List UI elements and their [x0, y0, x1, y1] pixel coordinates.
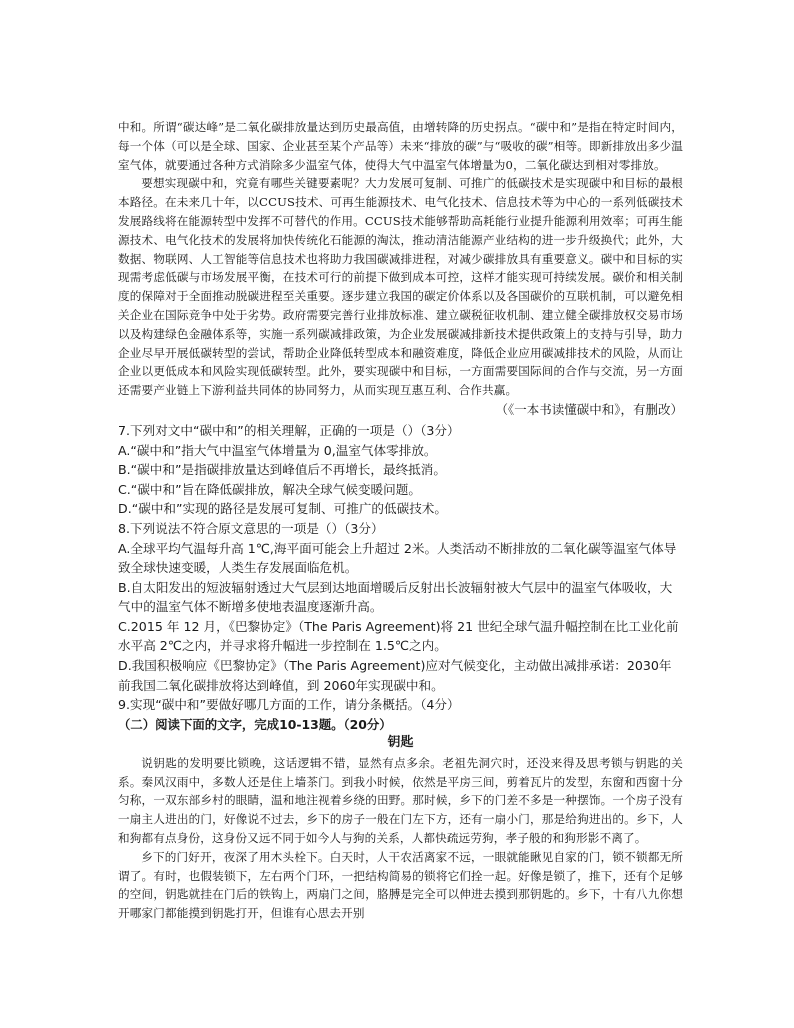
question-7-option-a: A.“碳中和”指大气中温室气体增量为 0,温室气体零排放。 — [118, 442, 437, 458]
question-7-option-d: D.“碳中和”实现的路径是发展可复制、可推广的低碳技术。 — [118, 501, 447, 517]
question-9: 9.实现“碳中和”要做好哪几方面的工作，请分条概括。（4分） — [118, 697, 460, 713]
question-8-option-d: D.我国积极响应《巴黎协定》（The Paris Agreement)应对气候变化，主动做出减排承诺：2030年前我国二氧化碳排放将达到峰值，到 2060年实现碳中和。 — [118, 658, 672, 693]
passage2-paragraph: 乡下的门好开，夜深了用木头栓下。白天时，人干农活离家不远，一眼就能瞅见自家的门，锁不锁都无所谓了。有时，也假装锁下，左右两个门环，一把结构简易的锁将它们拴一起。好像是锁了，推下，还有个足够的空间，钥匙就挂在门后的铁钩上，两扇门之间，胳膊是完全可以伸进去摸到那钥匙的。乡下，十有八九你想开哪家门都能摸到钥匙打开，但谁有心思去开别 — [118, 849, 683, 921]
question-8-option-b: B.自太阳发出的短波辐射透过大气层到达地面增暖后反射出长波辐射被大气层中的温室气体吸收，大气中的温室气体不断增多使地表温度逐渐升高。 — [118, 579, 673, 615]
passage1-paragraph: 要想实现碳中和，究竟有哪些关键要素呢？大力发展可复制、可推广的低碳技术是实现碳中和目标的最根本路径。在未来几十年，以CCUS技术、可再生能源技术、电气化技术、信息技术等为中心的一系列低碳技术发展路线将在能源转型中发挥不可替代的作用。CCUS技术能够帮助高耗能行业提升能源利用效率；可再生能源技术、电气化技术的发展将加快传统化石能源的淘汰，推动清洁能源产业结构的进一步升级换代；此外，大数据、物联网、人工智能等信息技术也将助力我国碳减排进程，对减少碳排放具有重要意义。碳中和目标的实现需考虑低碳与市场发展平衡，在技术可行的前提下做到成本可控，这样才能实现可持续发展。碳价和相关制度的保障对于全面推动脱碳进程至关重要。逐步建立我国的碳定价体系以及各国碳价的互联机制，可以避免相关企业在国际竞争中处于劣势。政府需要完善行业排放标准、建立碳税征收机制、建立健全碳排放权交易市场以及构建绿色金融体系等，实施一系列碳减排政策，为企业发展碳减排新技术提供政策上的支持与引导，助力企业尽早开展低碳转型的尝试，帮助企业降低转型成本和融资难度，降低企业应用碳减排技术的风险，从而让企业以更低成本和风险实现低碳转型。此外，要实现碳中和目标，一方面需要国际间的合作与交流，另一方面还需要产业链上下游利益共同体的协同努力，从而实现互惠互利、合作共赢。 — [118, 176, 683, 398]
question-7-option-b: B.“碳中和”是指碳排放量达到峰值后不再增长，最终抵消。 — [118, 462, 446, 478]
source-citation: （《一本书读懂碳中和》，有删改） — [495, 401, 683, 417]
passage-title: 钥匙 — [387, 734, 414, 750]
question-8: 8.下列说法不符合原文意思的一项是（）（3分） — [118, 520, 384, 536]
passage2-paragraph: 说钥匙的发明要比锁晚，这话逻辑不错，显然有点多余。老祖先洞穴时，还没来得及思考锁与钥匙的关系。秦风汉雨中，多数人还是住上墙茶门。到我小时候，依然是平房三间，剪着瓦片的发型，东窗和西窗十分匀称，一双东部乡村的眼睛，温和地注视着乡绕的田野。那时候，乡下的门差不多是一种摆饰。一个房子没有一扇主人进出的门，好像说不过去，乡下的房子一般在门左下方，还有一扇小门，那是给狗进出的。乡下，人和狗都有点身份，这身份又远不同于如今人与狗的关系，人都快疏远劳狗，孝子般的和狗形影不离了。 — [118, 755, 683, 846]
question-8-option-a: A.全球平均气温每升高 1℃,海平面可能会上升超过 2米。人类活动不断排放的二氧化碳等温室气体导致全球快速变暖，人类生存发展面临危机。 — [118, 540, 677, 576]
question-7: 7.下列对文中“碳中和”的相关理解，正确的一项是（）（3分） — [118, 422, 460, 438]
question-8-option-c: C.2015 年 12 月，《巴黎协定》（The Paris Agreement)将 21 世纪全球气温升幅控制在比工业化前水平高 2℃之内，并寻求将升幅进一步控制在 1.5℃之内。 — [118, 618, 679, 654]
section-heading: （二）阅读下面的文字，完成10-13题。（20分） — [118, 716, 392, 732]
question-7-option-c: C.“碳中和”旨在降低碳排放，解决全球气候变暖问题。 — [118, 481, 421, 497]
passage1-paragraph: 中和。所谓“碳达峰”是二氧化碳排放量达到历史最高值，由增转降的历史拐点。“碳中和”是指在特定时间内，每一个体（可以是全球、国家、企业甚至某个产品等）未来“排放的碳”与“吸收的碳”相等。即新排放出多少温室气体，就要通过各种方式消除多少温室气体，使得大气中温室气体增量为0，二氧化碳达到相对零排放。 — [118, 120, 683, 172]
document-page — [118, 118, 683, 923]
